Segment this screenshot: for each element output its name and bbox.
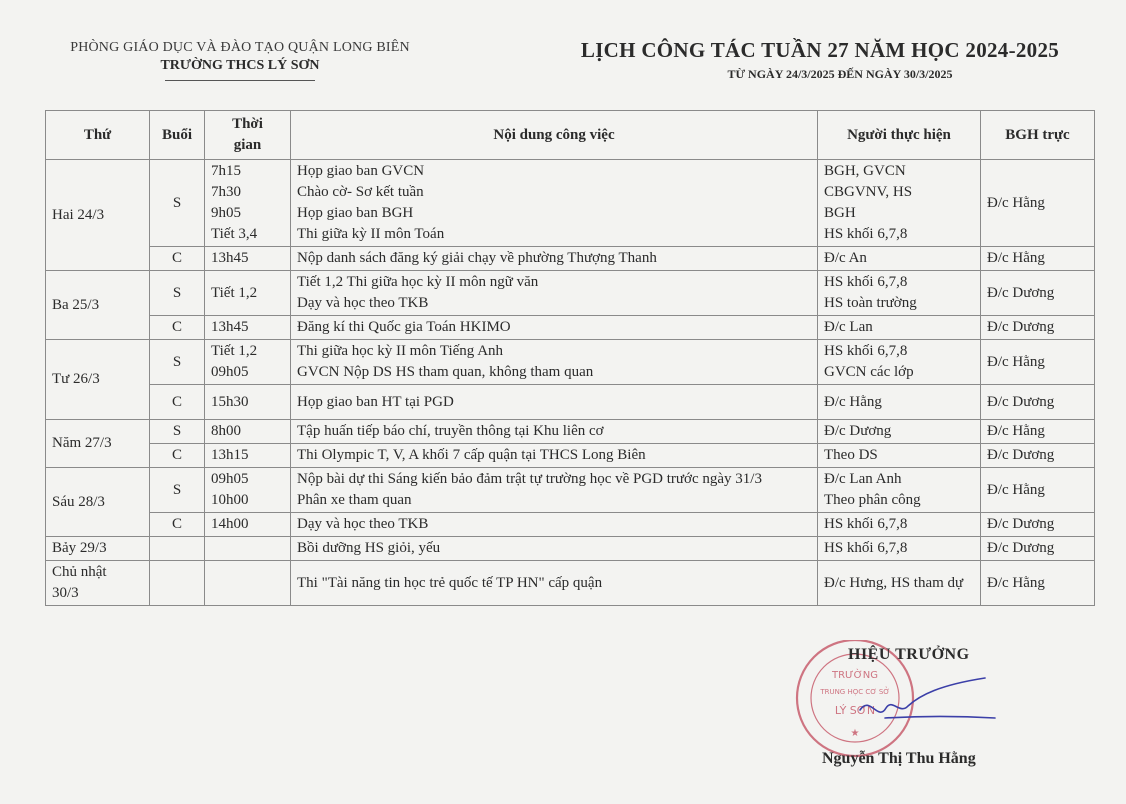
person-cell: Đ/c Hằng [818, 385, 981, 420]
content-line: Thi giữa học kỳ II môn Tiếng Anh [297, 343, 504, 359]
table-row [46, 385, 1095, 420]
content-cell [291, 271, 818, 316]
time-cell [205, 468, 291, 513]
session-cell: C [150, 316, 205, 340]
svg-text:★: ★ [850, 728, 860, 739]
col-header-time-line: Thời [232, 116, 263, 132]
handwritten-signature [860, 678, 995, 718]
table-row [46, 513, 1095, 537]
bgh-cell: Đ/c Dương [981, 537, 1095, 561]
time-line: 09h05 [211, 364, 249, 380]
content-cell: Dạy và học theo TKB [291, 513, 818, 537]
stamp-text-line: TRUNG HỌC CƠ SỞ [820, 688, 890, 696]
time-line: 09h05 [211, 471, 249, 487]
person-cell: Theo DS [818, 444, 981, 468]
col-header-day: Thứ [46, 111, 150, 160]
session-cell: S [150, 271, 205, 316]
session-cell: S [150, 340, 205, 385]
content-cell [291, 468, 818, 513]
person-cell: Đ/c Hưng, HS tham dự [818, 561, 981, 606]
content-line: Thi giữa kỳ II môn Toán [297, 226, 445, 242]
table-row [46, 271, 1095, 316]
content-line: Phân xe tham quan [297, 492, 412, 508]
table-row [46, 340, 1095, 385]
content-cell [291, 340, 818, 385]
bgh-cell: Đ/c Dương [981, 271, 1095, 316]
person-line: CBGVNV, HS [824, 184, 913, 200]
day-cell: Ba 25/3 [46, 271, 150, 340]
table-row [46, 537, 1095, 561]
time-cell: 8h00 [205, 420, 291, 444]
bgh-cell: Đ/c Dương [981, 316, 1095, 340]
person-cell [818, 340, 981, 385]
person-cell [818, 468, 981, 513]
time-line: Tiết 3,4 [211, 226, 258, 242]
session-cell [150, 537, 205, 561]
content-line: Chào cờ- Sơ kết tuần [297, 184, 424, 200]
content-line: Tiết 1,2 Thi giữa học kỳ II môn ngữ văn [297, 274, 539, 290]
person-cell: Đ/c Lan [818, 316, 981, 340]
table-row [46, 420, 1095, 444]
session-cell: C [150, 444, 205, 468]
table-row [46, 316, 1095, 340]
day-line: Chủ nhật [52, 564, 107, 580]
bgh-cell: Đ/c Hằng [981, 420, 1095, 444]
stamp-text-line: LÝ SƠN [834, 704, 876, 717]
person-line: Đ/c Lan Anh [824, 471, 902, 487]
schedule-table [45, 110, 1095, 606]
time-cell: 13h45 [205, 247, 291, 271]
day-cell [46, 561, 150, 606]
session-cell: S [150, 468, 205, 513]
bgh-cell: Đ/c Dương [981, 513, 1095, 537]
table-row [46, 468, 1095, 513]
bgh-cell: Đ/c Dương [981, 385, 1095, 420]
stamp-text-line: TRƯỜNG [832, 670, 878, 681]
day-cell: Năm 27/3 [46, 420, 150, 468]
content-line: Dạy và học theo TKB [297, 295, 429, 311]
date-range: TỪ NGÀY 24/3/2025 ĐẾN NGÀY 30/3/2025 [727, 67, 953, 81]
signature-block [790, 640, 1050, 800]
bgh-cell: Đ/c Hằng [981, 468, 1095, 513]
person-line: BGH [824, 205, 856, 221]
time-cell: 15h30 [205, 385, 291, 420]
content-cell: Họp giao ban HT tại PGD [291, 385, 818, 420]
person-line: HS khối 6,7,8 [824, 343, 908, 359]
day-line: 30/3 [52, 585, 79, 601]
school-stamp [790, 640, 1050, 800]
time-cell: 13h45 [205, 316, 291, 340]
person-line: HS khối 6,7,8 [824, 274, 908, 290]
table-row [46, 160, 1095, 247]
time-line: 7h30 [211, 184, 241, 200]
content-cell: Thi Olympic T, V, A khối 7 cấp quận tại THCS Long Biên [291, 444, 818, 468]
session-cell: S [150, 420, 205, 444]
signer-name: Nguyễn Thị Thu Hằng [822, 750, 976, 767]
time-line: 9h05 [211, 205, 241, 221]
session-cell: C [150, 513, 205, 537]
school-name: TRƯỜNG THCS LÝ SƠN [160, 58, 320, 73]
table-header-row [46, 111, 1095, 160]
content-cell: Thi "Tài năng tin học trẻ quốc tế TP HN" cấp quận [291, 561, 818, 606]
day-cell: Tư 26/3 [46, 340, 150, 420]
content-line: Họp giao ban GVCN [297, 163, 425, 179]
person-cell: Đ/c An [818, 247, 981, 271]
person-cell: Đ/c Dương [818, 420, 981, 444]
content-cell: Đăng kí thi Quốc gia Toán HKIMO [291, 316, 818, 340]
col-header-session: Buổi [150, 111, 205, 160]
day-cell: Sáu 28/3 [46, 468, 150, 537]
header-right [560, 38, 1080, 82]
table-row [46, 247, 1095, 271]
time-line: 7h15 [211, 163, 241, 179]
content-cell [291, 160, 818, 247]
header-left [40, 40, 440, 81]
content-cell: Nộp danh sách đăng ký giải chạy về phường Thượng Thanh [291, 247, 818, 271]
session-cell: C [150, 247, 205, 271]
bgh-cell: Đ/c Hằng [981, 561, 1095, 606]
time-cell [205, 561, 291, 606]
time-cell [205, 160, 291, 247]
time-cell [205, 537, 291, 561]
table-row [46, 444, 1095, 468]
time-line: 10h00 [211, 492, 249, 508]
time-cell: 13h15 [205, 444, 291, 468]
bgh-cell: Đ/c Hằng [981, 160, 1095, 247]
content-cell: Bồi dưỡng HS giỏi, yếu [291, 537, 818, 561]
signature-title: HIỆU TRƯỞNG [848, 646, 970, 663]
person-cell: HS khối 6,7,8 [818, 513, 981, 537]
col-header-time [205, 111, 291, 160]
department-name: PHÒNG GIÁO DỤC VÀ ĐÀO TẠO QUẬN LONG BIÊN [70, 40, 410, 55]
bgh-cell: Đ/c Hằng [981, 340, 1095, 385]
person-line: HS toàn trường [824, 295, 917, 311]
person-cell [818, 271, 981, 316]
person-cell: HS khối 6,7,8 [818, 537, 981, 561]
time-line: Tiết 1,2 [211, 343, 258, 359]
session-cell: S [150, 160, 205, 247]
school-underline [165, 80, 315, 81]
person-line: Theo phân công [824, 492, 921, 508]
col-header-content: Nội dung công việc [291, 111, 818, 160]
day-cell: Bảy 29/3 [46, 537, 150, 561]
time-cell [205, 340, 291, 385]
session-cell [150, 561, 205, 606]
bgh-cell: Đ/c Hằng [981, 247, 1095, 271]
page-title: LỊCH CÔNG TÁC TUẦN 27 NĂM HỌC 2024-2025 [580, 38, 1060, 62]
person-line: GVCN các lớp [824, 364, 914, 380]
content-cell: Tập huấn tiếp báo chí, truyền thông tại Khu liên cơ [291, 420, 818, 444]
content-line: Nộp bài dự thi Sáng kiến bảo đảm trật tự trường học về PGD trước ngày 31/3 [297, 471, 762, 487]
table-row [46, 561, 1095, 606]
day-cell: Hai 24/3 [46, 160, 150, 271]
time-cell: Tiết 1,2 [205, 271, 291, 316]
session-cell: C [150, 385, 205, 420]
person-line: BGH, GVCN [824, 163, 906, 179]
col-header-time-line: gian [233, 137, 262, 153]
col-header-bgh: BGH trực [981, 111, 1095, 160]
bgh-cell: Đ/c Dương [981, 444, 1095, 468]
time-cell: 14h00 [205, 513, 291, 537]
content-line: Họp giao ban BGH [297, 205, 414, 221]
person-cell [818, 160, 981, 247]
person-line: HS khối 6,7,8 [824, 226, 908, 242]
col-header-person: Người thực hiện [818, 111, 981, 160]
content-line: GVCN Nộp DS HS tham quan, không tham quan [297, 364, 594, 380]
